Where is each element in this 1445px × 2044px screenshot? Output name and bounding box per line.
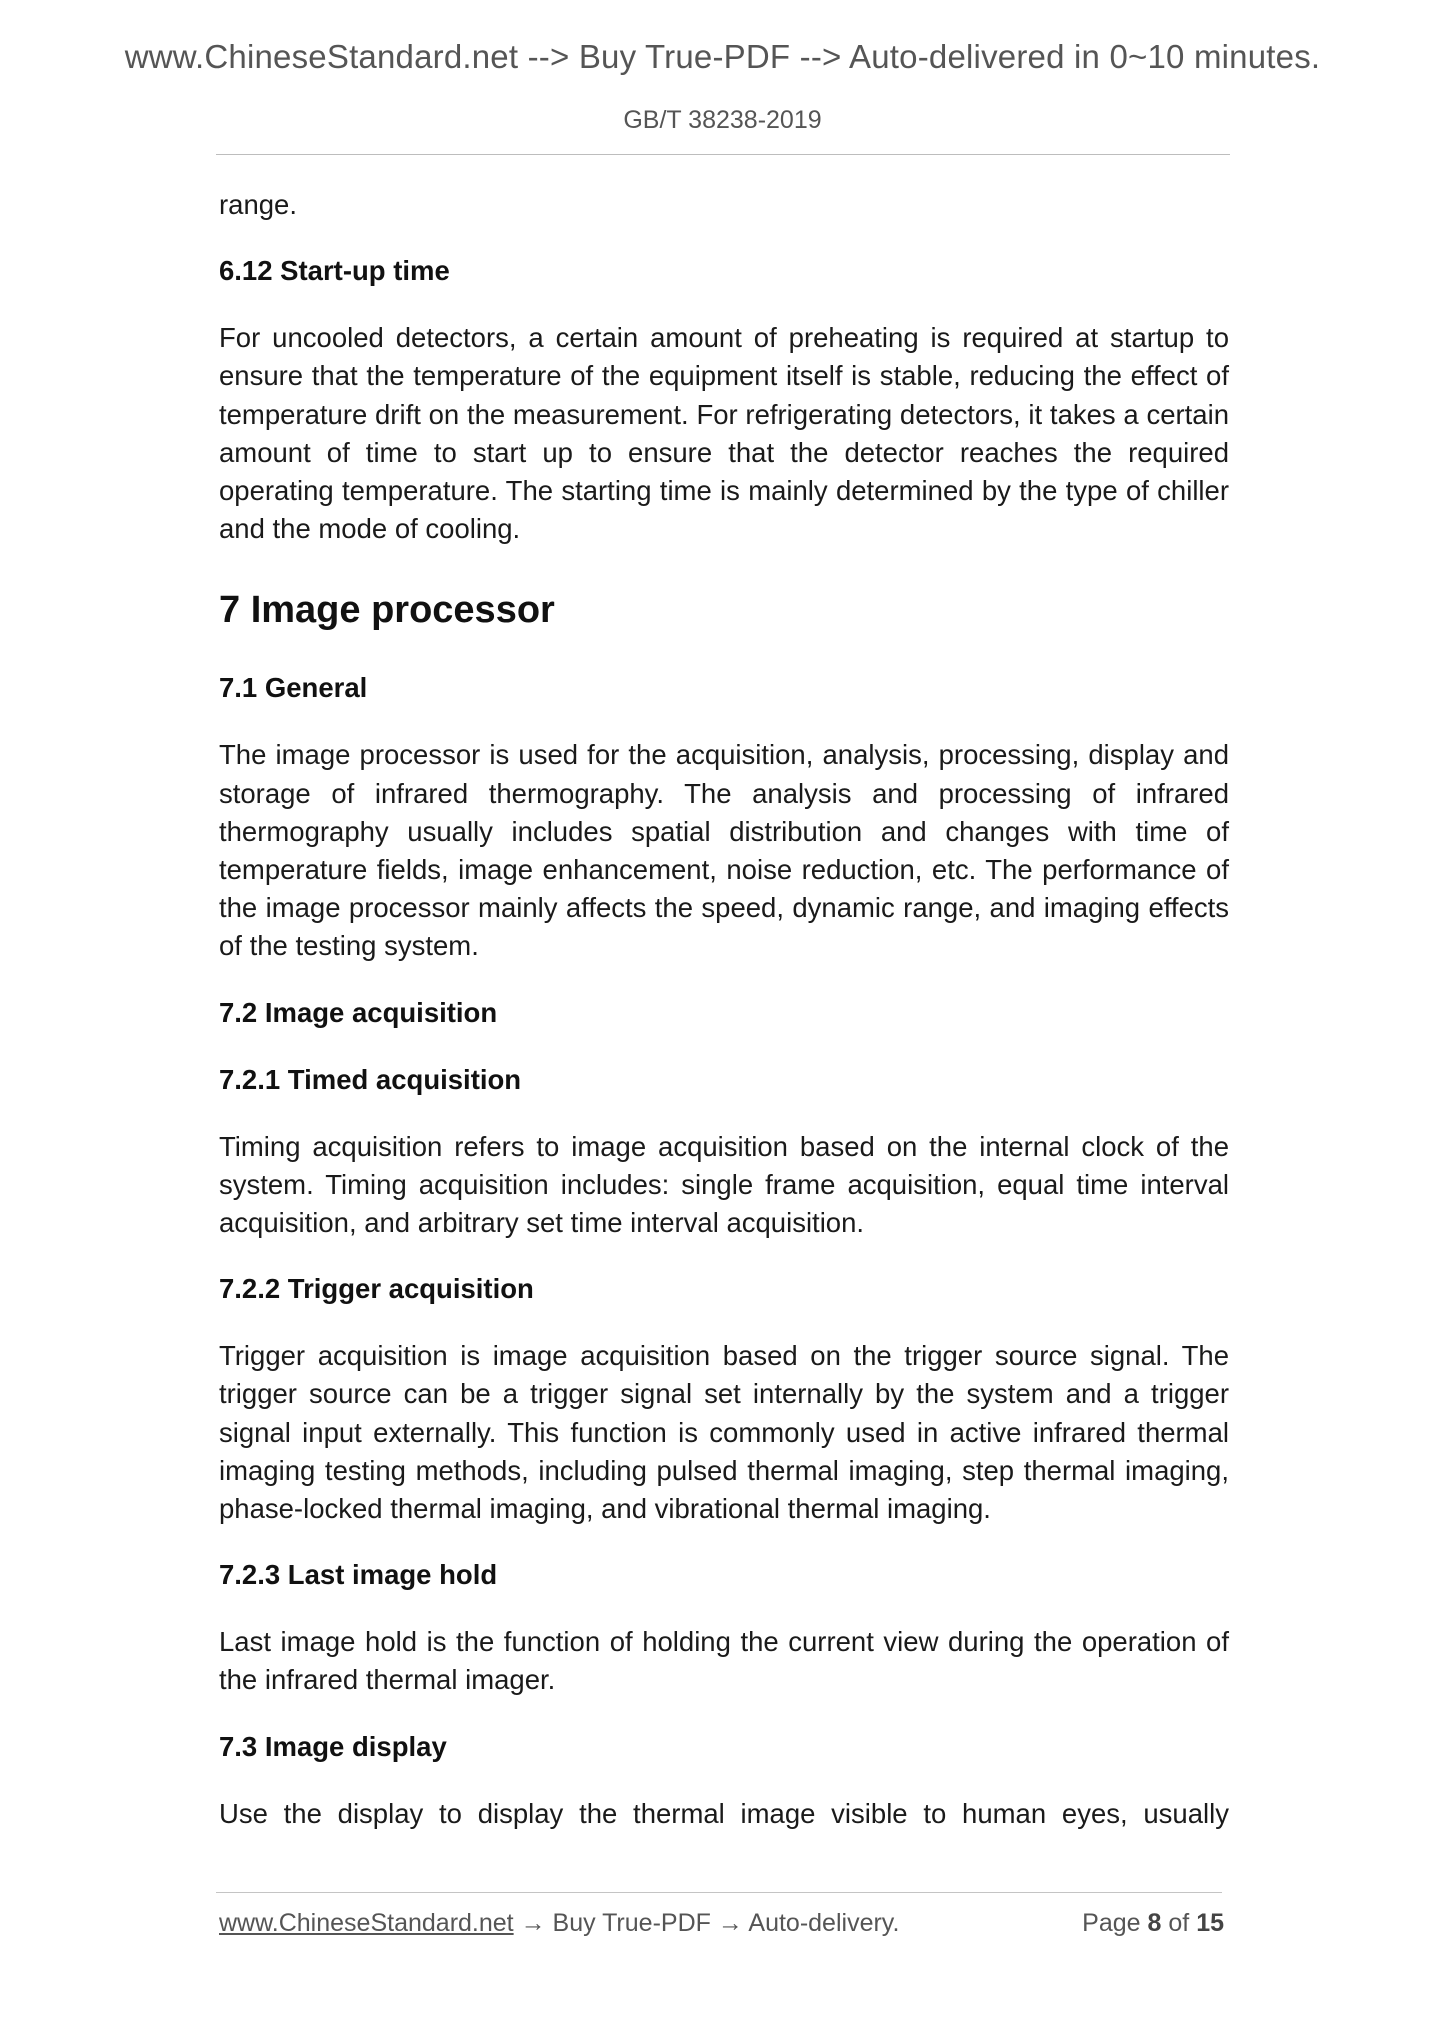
heading-7-2-2: 7.2.2 Trigger acquisition (219, 1273, 534, 1305)
paragraph-7-1: The image processor is used for the acquisition, analysis, processing, display and storage of infrared thermography. The analysis and processing of infrared thermography usually includes spatial distribution and changes with time of temperature fields, image enhancement, noise reduction, etc. The performance of the image processor mainly affects the speed, dynamic range, and imaging effects of the testing system. (219, 739, 1229, 962)
header-divider (216, 154, 1230, 155)
heading-6-12: 6.12 Start-up time (219, 255, 450, 287)
paragraph-7-2-3: Last image hold is the function of holding the current view during the operation of the infrared thermal imager. (219, 1626, 1229, 1696)
page-of-label: of (1168, 1909, 1190, 1937)
document-code: GB/T 38238-2019 (623, 106, 822, 134)
heading-7-2-3: 7.2.3 Last image hold (219, 1559, 498, 1591)
footer-promo (219, 1909, 899, 1938)
page-current: 8 (1147, 1909, 1162, 1937)
page-number (1082, 1909, 1224, 1938)
heading-7: 7 Image processor (219, 589, 555, 632)
paragraph-6-12: For uncooled detectors, a certain amount of preheating is required at startup to ensure that the temperature of the equipment itself is stable, reducing the effect of temperature drift on the measurement. For refrigerating detectors, it takes a certain amount of time to start up to ensure that the detector reaches the required operating temperature. The starting time is mainly determined by the type of chiller and the mode of cooling. (219, 322, 1229, 545)
page-body (219, 186, 1229, 1833)
paragraph-7-2-2: Trigger acquisition is image acquisition based on the trigger source signal. The trigger source can be a trigger signal set internally by the system and a trigger signal input externally. This function is commonly used in active infrared thermal imaging testing methods, including pulsed thermal imaging, step thermal imaging, phase-locked thermal imaging, and vibrational thermal imaging. (219, 1340, 1229, 1525)
page-footer (219, 1909, 1224, 1945)
page-label: Page (1082, 1909, 1141, 1937)
paragraph-7-2-1: Timing acquisition refers to image acquisition based on the internal clock of the system. Timing acquisition includes: single frame acquisition, equal time interval acquisition, and arbitrary set time interval acquisition. (219, 1130, 1229, 1239)
footer-promo-text: → Buy True-PDF → Auto-delivery. (513, 1909, 900, 1937)
paragraph-7-3: Use the display to display the thermal image visible to human eyes, usually (219, 1797, 1229, 1829)
heading-7-3: 7.3 Image display (219, 1730, 447, 1762)
top-banner: www.ChineseStandard.net --> Buy True-PDF --> Auto-delivered in 0~10 minutes. (124, 38, 1321, 75)
heading-7-1: 7.1 General (219, 672, 368, 704)
page-total: 15 (1196, 1909, 1224, 1937)
footer-website-link[interactable]: www.ChineseStandard.net (219, 1909, 514, 1937)
heading-7-2-1: 7.2.1 Timed acquisition (219, 1063, 522, 1095)
footer-divider (216, 1892, 1222, 1893)
heading-7-2: 7.2 Image acquisition (219, 996, 498, 1028)
paragraph-range: range. (219, 189, 297, 220)
